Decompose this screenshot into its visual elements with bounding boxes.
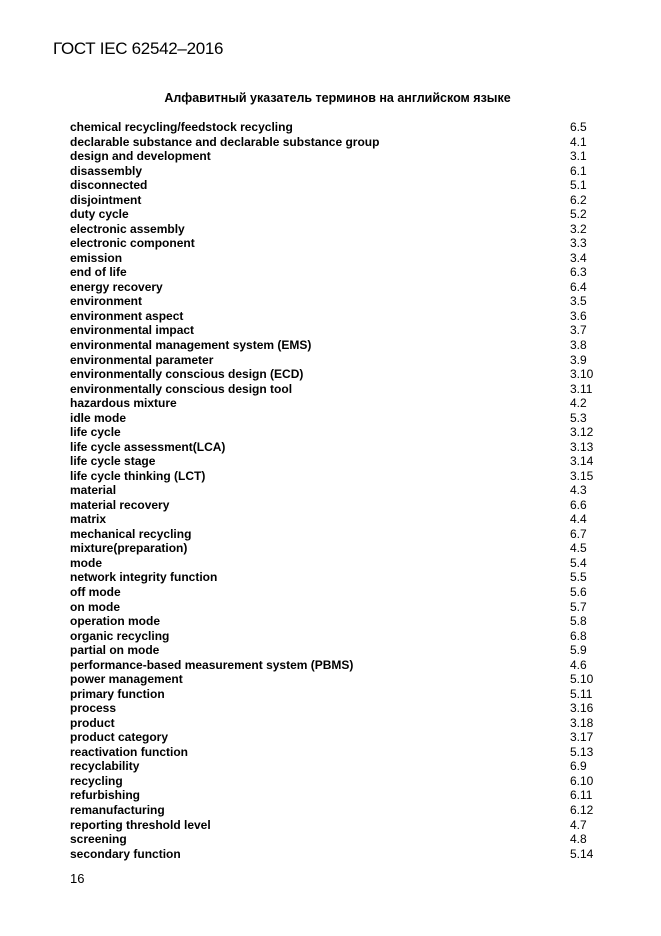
index-entry: [70, 236, 610, 251]
entry-term: environmental impact: [70, 323, 195, 338]
index-entry: [70, 832, 610, 847]
entry-term: performance-based measurement system (PBMS): [70, 657, 354, 672]
index-entry: [70, 396, 610, 411]
entry-term: recyclability: [70, 759, 140, 774]
entry-term: mixture(preparation): [70, 541, 188, 556]
index-entry: [70, 774, 610, 789]
entry-reference: 6.12: [570, 802, 594, 817]
index-entry: [70, 600, 610, 615]
entry-term: electronic component: [70, 236, 195, 251]
index-entry: [70, 454, 610, 469]
index-entry: [70, 759, 610, 774]
entry-term: emission: [70, 250, 123, 265]
entry-term: screening: [70, 832, 127, 847]
entry-term: life cycle thinking (LCT): [70, 468, 206, 483]
entry-reference: 4.1: [570, 134, 587, 149]
entry-reference: 4.5: [570, 541, 587, 556]
index-entry: [70, 687, 610, 702]
index-entry: [70, 483, 610, 498]
entry-reference: 6.1: [570, 163, 587, 178]
entry-term: primary function: [70, 686, 165, 701]
entry-term: matrix: [70, 512, 107, 527]
entry-term: environmental management system (EMS): [70, 337, 312, 352]
entry-term: mode: [70, 555, 103, 570]
entry-reference: 5.1: [570, 178, 587, 193]
index-entry: [70, 745, 610, 760]
index-entry: [70, 135, 610, 150]
index-entry: [70, 847, 610, 862]
index-entry: [70, 265, 610, 280]
entry-term: recycling: [70, 773, 123, 788]
entry-term: disjointment: [70, 192, 142, 207]
entry-term: environment: [70, 294, 143, 309]
entry-reference: 5.13: [570, 744, 594, 759]
entry-reference: 3.9: [570, 352, 587, 367]
entry-term: material: [70, 483, 117, 498]
entry-term: power management: [70, 672, 183, 687]
index-entry: [70, 643, 610, 658]
entry-term: life cycle: [70, 425, 121, 440]
entry-term: network integrity function: [70, 570, 218, 585]
entry-reference: 5.9: [570, 643, 587, 658]
entry-term: product category: [70, 730, 169, 745]
index-entry: [70, 338, 610, 353]
index-entry: [70, 585, 610, 600]
entry-reference: 6.5: [570, 120, 587, 134]
entry-reference: 5.5: [570, 570, 587, 585]
index-entry: [70, 411, 610, 426]
entry-term: environmentally conscious design (ECD): [70, 367, 304, 382]
index-entry: [70, 614, 610, 629]
entry-term: off mode: [70, 585, 121, 599]
entry-term: partial on mode: [70, 643, 160, 658]
entry-reference: 6.8: [570, 628, 587, 643]
index-entry: [70, 178, 610, 193]
index-entry: [70, 251, 610, 266]
index-entry: [70, 672, 610, 687]
entry-term: environmental parameter: [70, 352, 214, 367]
entry-reference: 5.14: [570, 846, 594, 861]
entry-reference: 3.7: [570, 323, 587, 338]
entry-reference: 3.11: [570, 381, 593, 396]
entry-reference: 3.3: [570, 236, 587, 251]
index-entry: [70, 716, 610, 731]
entry-term: life cycle assessment(LCA): [70, 439, 226, 454]
entry-term: material recovery: [70, 497, 170, 512]
index-entry: [70, 818, 610, 833]
index-entry: [70, 658, 610, 673]
entry-term: secondary function: [70, 846, 181, 861]
term-index-list: [70, 120, 610, 861]
entry-reference: 6.4: [570, 279, 587, 294]
index-entry: [70, 730, 610, 745]
entry-reference: 5.2: [570, 207, 587, 222]
entry-reference: 3.18: [570, 715, 594, 730]
index-entry: [70, 556, 610, 571]
entry-reference: 3.13: [570, 439, 594, 454]
entry-reference: 3.12: [570, 425, 594, 440]
entry-reference: 5.3: [570, 410, 587, 425]
index-entry: [70, 382, 610, 397]
entry-reference: 3.14: [570, 454, 594, 469]
entry-term: reporting threshold level: [70, 817, 211, 832]
entry-term: duty cycle: [70, 207, 129, 222]
entry-term: hazardous mixture: [70, 396, 177, 411]
index-entry: [70, 788, 610, 803]
entry-term: process: [70, 701, 117, 716]
entry-term: remanufacturing: [70, 802, 165, 817]
entry-reference: 5.4: [570, 555, 587, 570]
entry-reference: 6.10: [570, 773, 594, 788]
index-entry: [70, 629, 610, 644]
entry-reference: 3.17: [570, 730, 594, 745]
entry-reference: 3.15: [570, 468, 594, 483]
entry-reference: 6.6: [570, 497, 587, 512]
entry-reference: 5.11: [570, 686, 593, 701]
entry-reference: 3.6: [570, 308, 587, 323]
entry-reference: 4.4: [570, 512, 587, 527]
entry-term: chemical recycling/feedstock recycling: [70, 120, 293, 134]
index-entry: [70, 193, 610, 208]
document-header: ГОСТ IEC 62542–2016: [53, 39, 224, 58]
index-entry: [70, 425, 610, 440]
entry-term: disconnected: [70, 178, 148, 193]
entry-term: reactivation function: [70, 744, 189, 759]
index-entry: [70, 367, 610, 382]
entry-term: declarable substance and declarable substance group: [70, 134, 380, 149]
entry-reference: 3.5: [570, 294, 587, 309]
entry-term: mechanical recycling: [70, 526, 192, 541]
entry-term: electronic assembly: [70, 221, 185, 236]
entry-term: organic recycling: [70, 628, 170, 643]
entry-reference: 6.9: [570, 759, 587, 774]
entry-term: product: [70, 715, 115, 730]
index-entry: [70, 120, 610, 135]
index-entry: [70, 541, 610, 556]
index-entry: [70, 353, 610, 368]
entry-reference: 6.3: [570, 265, 587, 280]
index-entry: [70, 164, 610, 179]
entry-reference: 6.11: [570, 788, 593, 803]
entry-reference: 4.3: [570, 483, 587, 498]
index-entry: [70, 527, 610, 542]
entry-reference: 5.10: [570, 672, 594, 687]
index-entry: [70, 207, 610, 222]
index-entry: [70, 803, 610, 818]
index-entry: [70, 309, 610, 324]
index-entry: [70, 701, 610, 716]
index-entry: [70, 149, 610, 164]
index-entry: [70, 280, 610, 295]
entry-reference: 3.2: [570, 221, 587, 236]
entry-term: refurbishing: [70, 788, 141, 803]
index-entry: [70, 469, 610, 484]
section-title: Алфавитный указатель терминов на английском языке: [164, 91, 511, 105]
index-entry: [70, 498, 610, 513]
entry-term: operation mode: [70, 614, 161, 629]
entry-reference: 4.7: [570, 817, 587, 832]
entry-reference: 6.7: [570, 526, 587, 541]
entry-term: on mode: [70, 599, 120, 614]
entry-reference: 5.7: [570, 599, 587, 614]
index-entry: [70, 512, 610, 527]
entry-reference: 5.8: [570, 614, 587, 629]
entry-term: life cycle stage: [70, 454, 156, 469]
index-entry: [70, 440, 610, 455]
entry-reference: 5.6: [570, 585, 587, 599]
index-entry: [70, 570, 610, 585]
entry-term: disassembly: [70, 163, 143, 178]
entry-term: design and development: [70, 149, 211, 164]
index-entry: [70, 294, 610, 309]
entry-reference: 3.8: [570, 337, 587, 352]
entry-reference: 4.8: [570, 832, 587, 847]
index-entry: [70, 222, 610, 237]
entry-reference: 3.10: [570, 367, 594, 382]
entry-term: environment aspect: [70, 308, 184, 323]
entry-reference: 4.2: [570, 396, 587, 411]
entry-term: idle mode: [70, 410, 127, 425]
page-number: 16: [70, 871, 85, 886]
entry-reference: 3.1: [570, 149, 587, 164]
entry-reference: 3.4: [570, 250, 587, 265]
entry-reference: 6.2: [570, 192, 587, 207]
entry-term: environmentally conscious design tool: [70, 381, 293, 396]
entry-term: energy recovery: [70, 279, 163, 294]
index-entry: [70, 323, 610, 338]
entry-reference: 4.6: [570, 657, 587, 672]
entry-term: end of life: [70, 265, 127, 280]
entry-reference: 3.16: [570, 701, 594, 716]
